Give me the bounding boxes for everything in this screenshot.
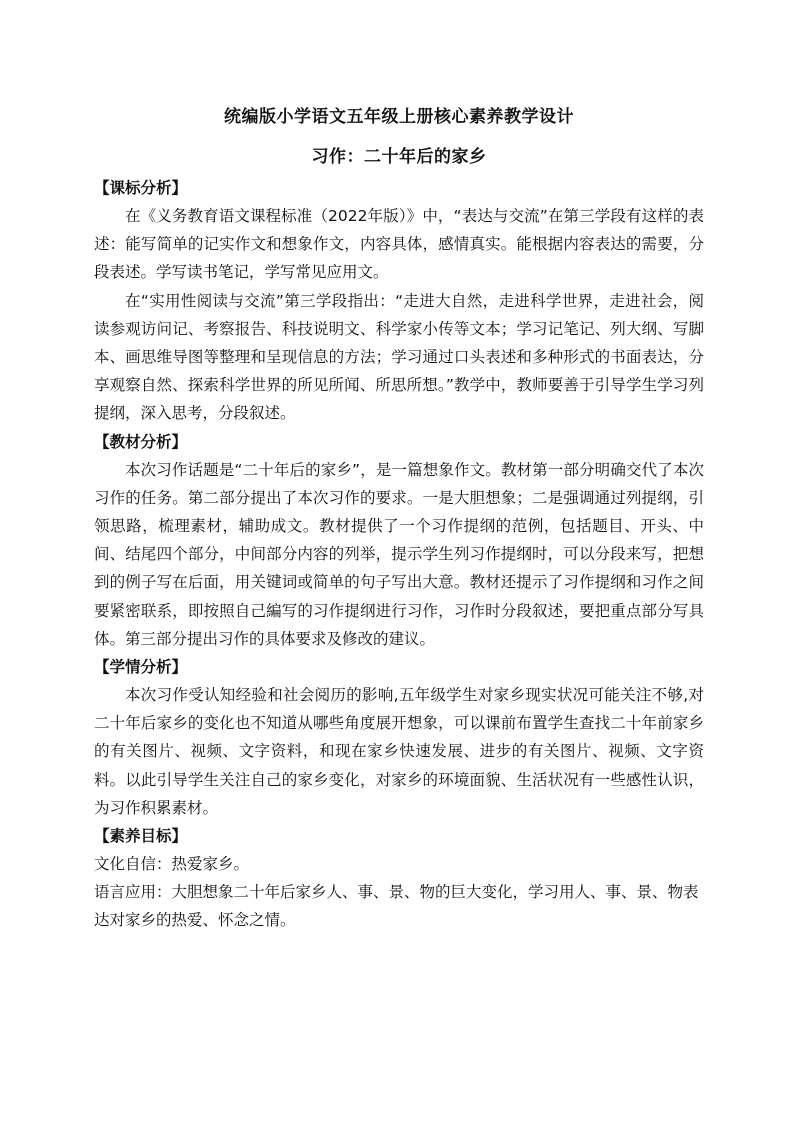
section-literacy-goals [94,822,704,935]
paragraph: 在《义务教育语文课程标准（2022年版）》中，“表达与交流”在第三学段有这样的表述：能写简单的记实作文和想象作文，内容具体，感情真实。能根据内容表达的需要，分段表述。学写读书笔记，学写常见应用文。 [94,207,704,282]
document-subtitle: 习作：二十年后的家乡 [311,147,487,167]
section-learner-analysis [94,653,704,822]
document-title: 统编版小学语文五年级上册核心素养教学设计 [224,107,574,127]
section-curriculum-analysis [94,174,704,428]
section-heading: 【素养目标】 [94,827,188,846]
section-heading: 【教材分析】 [94,432,188,451]
document-content [94,100,704,935]
paragraph: 本次习作话题是“二十年后的家乡”，是一篇想象作文。教材第一部分明确交代了本次习作的任务。第二部分提出了本次习作的要求。一是大胆想象；二是强调通过列提纲，引领思路，梳理素材，辅助成文。教材提供了一个习作提纲的范例，包括题目、开头、中间、结尾四个部分，中间部分内容的列举，提示学生列习作提纲时，可以分段来写，把想到的例子写在后面，用关键词或简单的句子写出大意。教材还提示了习作提纲和习作之间要紧密联系，即按照自己編写的习作提纲进行习作，习作时分段叙述，要把重点部分写具体。第三部分提出习作的具体要求及修改的建议。 [94,460,704,648]
section-textbook-analysis [94,428,704,653]
goal-line: 文化自信：热爱家乡。 [94,855,250,874]
goal-line: 语言应用：大胆想象二十年后家乡人、事、景、物的巨大变化，学习用人、事、景、物表达对家乡的热爱、怀念之情。 [94,883,699,930]
paragraph: 本次习作受认知经验和社会阅历的影响,五年级学生对家乡现实状况可能关注不够,对二十年后家乡的变化也不知道从哪些角度展开想象，可以课前布置学生查找二十年前家乡的有关图片、视频、文字资料，和现在家乡快速发展、进步的有关图片、视频、文字资料。以此引导学生关注自己的家乡变化，对家乡的环境面貌、生活状况有一些感性认识，为习作积累素材。 [94,686,704,817]
paragraph: 在“实用性阅读与交流”第三学段指出：“走进大自然，走进科学世界，走进社会，阅读参观访问记、考察报告、科技说明文、科学家小传等文本；学习记笔记、列大纲、写脚本、画思维导图等整理和呈现信息的方法；学习通过口头表述和多种形式的书面表达，分享观察自然、探索科学世界的所见所闻、所思所想。”教学中，教师要善于引导学生学习列提纲，深入思考，分段叙述。 [94,291,704,423]
section-heading: 【课标分析】 [94,179,188,197]
section-heading: 【学情分析】 [94,658,188,677]
